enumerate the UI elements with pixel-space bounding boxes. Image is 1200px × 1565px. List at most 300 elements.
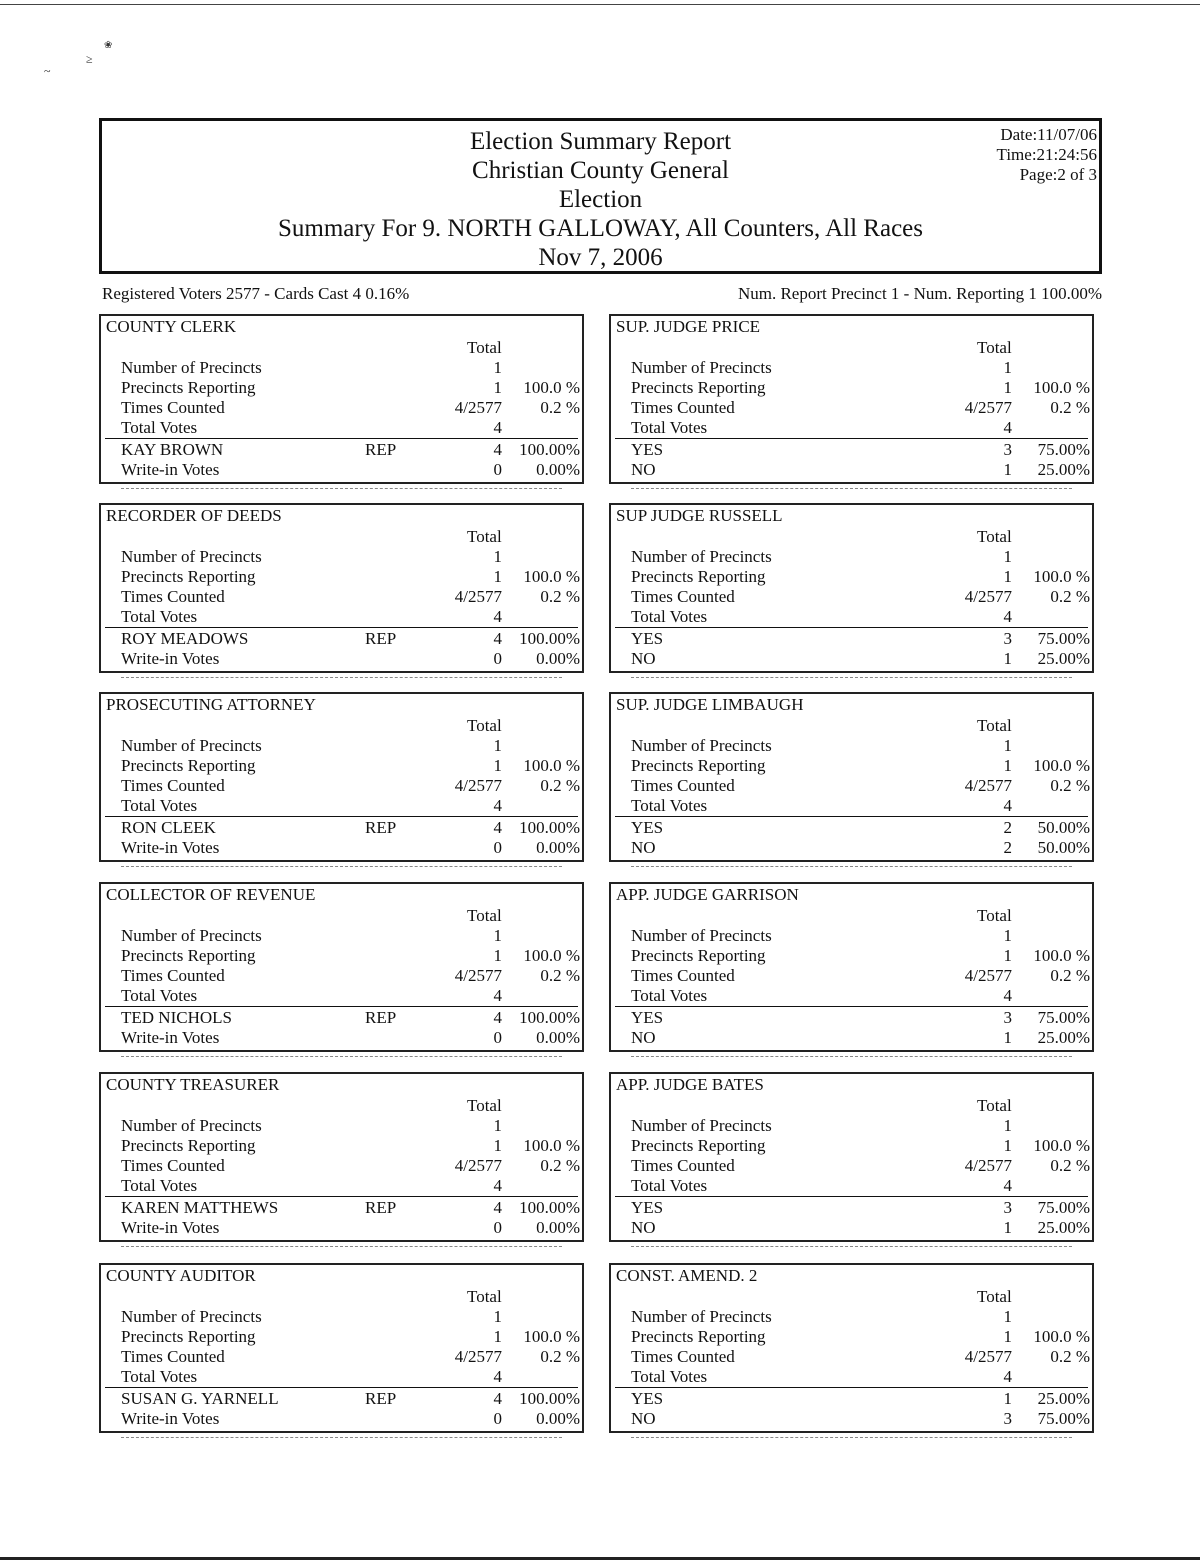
stat-label: Times Counted: [631, 1347, 735, 1366]
stat-label: Precincts Reporting: [631, 946, 766, 965]
choice-party: REP: [365, 440, 397, 459]
total-column-header: Total: [977, 906, 1012, 925]
stat-percent: 100.0 %: [523, 1136, 580, 1155]
choice-name: YES: [631, 818, 664, 837]
results-divider: [615, 1387, 1088, 1388]
choice-party: REP: [365, 1008, 397, 1027]
choice-votes: 4: [493, 629, 502, 648]
stat-label: Total Votes: [121, 1367, 198, 1386]
stat-row-number-of-precincts: [101, 547, 582, 567]
stat-percent: 100.0 %: [1033, 567, 1090, 586]
choice-percent: 0.00%: [536, 1218, 580, 1237]
choice-votes: 1: [1003, 460, 1012, 479]
stat-label: Times Counted: [121, 398, 225, 417]
stat-value: 4/2577: [964, 1156, 1012, 1175]
choice-percent: 100.00%: [519, 1008, 580, 1027]
stat-label: Precincts Reporting: [631, 567, 766, 586]
stat-label: Precincts Reporting: [121, 946, 256, 965]
report-meta: [997, 125, 1097, 185]
stat-label: Times Counted: [121, 1156, 225, 1175]
stat-row-precincts-reporting: [101, 756, 582, 776]
scan-shadow-line: [631, 1056, 1072, 1058]
total-column-header: Total: [977, 716, 1012, 735]
choice-percent: 75.00%: [1037, 1008, 1090, 1027]
report-date: Date:11/07/06: [1000, 125, 1097, 144]
scan-shadow-line: [121, 488, 562, 490]
stat-label: Times Counted: [631, 776, 735, 795]
precincts-reporting-line: Num. Report Precinct 1 - Num. Reporting 1 100.00%: [737, 284, 1102, 303]
stat-row-total-votes: [611, 1367, 1092, 1387]
stat-row-number-of-precincts: [611, 547, 1092, 567]
stat-row-total-votes: [101, 986, 582, 1006]
choice-row: [101, 440, 582, 460]
total-column-header: Total: [467, 1096, 502, 1115]
stat-value: 1: [493, 1307, 502, 1326]
stat-value: 1: [493, 926, 502, 945]
choice-name: YES: [631, 1198, 664, 1217]
stat-row-times-counted: [611, 398, 1092, 418]
scan-edge-bottom: [0, 1557, 1200, 1560]
choice-name: TED NICHOLS: [121, 1008, 232, 1027]
choice-row: [101, 838, 582, 858]
choice-name: Write-in Votes: [121, 1028, 220, 1047]
stat-row-total-votes: [101, 418, 582, 438]
choice-row: [611, 1409, 1092, 1429]
choice-votes: 3: [1003, 1008, 1012, 1027]
choice-row: [101, 1008, 582, 1028]
choice-name: SUSAN G. YARNELL: [121, 1389, 279, 1408]
choice-row: [611, 1198, 1092, 1218]
stat-label: Precincts Reporting: [631, 1136, 766, 1155]
race-title: CONST. AMEND. 2: [616, 1266, 758, 1285]
stat-row-number-of-precincts: [101, 736, 582, 756]
stat-percent: 0.2 %: [1050, 587, 1090, 606]
stat-row-times-counted: [101, 1156, 582, 1176]
stat-label: Number of Precincts: [631, 1307, 772, 1326]
choice-name: Write-in Votes: [121, 1409, 220, 1428]
total-column-header: Total: [467, 338, 502, 357]
choice-row: [101, 649, 582, 669]
choice-name: Write-in Votes: [121, 649, 220, 668]
scan-shadow-line: [631, 1246, 1072, 1248]
stat-label: Number of Precincts: [631, 736, 772, 755]
report-header: [99, 118, 1102, 274]
choice-party: REP: [365, 1198, 397, 1217]
choice-percent: 50.00%: [1037, 818, 1090, 837]
choice-votes: 0: [493, 1409, 502, 1428]
stat-value: 4/2577: [454, 966, 502, 985]
stat-percent: 0.2 %: [1050, 966, 1090, 985]
stat-value: 1: [493, 547, 502, 566]
stat-row-total-votes: [101, 1367, 582, 1387]
stat-row-total-votes: [611, 796, 1092, 816]
stat-label: Times Counted: [121, 966, 225, 985]
choice-votes: 3: [1003, 440, 1012, 459]
stat-row-total-votes: [611, 1176, 1092, 1196]
race-title: COUNTY CLERK: [106, 317, 237, 336]
stat-row-precincts-reporting: [101, 946, 582, 966]
stat-percent: 0.2 %: [540, 398, 580, 417]
choice-votes: 1: [1003, 1389, 1012, 1408]
choice-percent: 0.00%: [536, 1409, 580, 1428]
choice-row: [611, 838, 1092, 858]
stat-value: 4: [493, 986, 502, 1005]
choice-percent: 50.00%: [1037, 838, 1090, 857]
choice-votes: 0: [493, 649, 502, 668]
choice-name: NO: [631, 649, 656, 668]
report-election: Election: [558, 186, 643, 213]
stat-percent: 0.2 %: [540, 587, 580, 606]
race-title: SUP JUDGE RUSSELL: [616, 506, 783, 525]
stat-row-times-counted: [611, 966, 1092, 986]
stat-value: 1: [493, 946, 502, 965]
race-title: APP. JUDGE BATES: [616, 1075, 764, 1094]
stat-percent: 100.0 %: [523, 1327, 580, 1346]
results-divider: [615, 438, 1088, 439]
race-box: [609, 1263, 1094, 1433]
report-title-block: [102, 127, 1099, 272]
scan-shadow-line: [121, 1056, 562, 1058]
scan-shadow-line: [631, 677, 1072, 679]
stat-row-precincts-reporting: [611, 946, 1092, 966]
stat-label: Total Votes: [631, 796, 708, 815]
stat-row-number-of-precincts: [101, 926, 582, 946]
stat-percent: 0.2 %: [540, 1156, 580, 1175]
stat-label: Times Counted: [631, 398, 735, 417]
race-box: [99, 1263, 584, 1433]
stat-value: 4/2577: [964, 398, 1012, 417]
stat-value: 1: [493, 378, 502, 397]
choice-votes: 4: [493, 1198, 502, 1217]
stat-row-total-votes: [611, 418, 1092, 438]
stat-value: 4: [493, 1176, 502, 1195]
stat-label: Precincts Reporting: [121, 1327, 256, 1346]
choice-name: NO: [631, 460, 656, 479]
race-title: SUP. JUDGE LIMBAUGH: [616, 695, 804, 714]
stat-row-times-counted: [101, 966, 582, 986]
stat-row-times-counted: [101, 587, 582, 607]
race-box: [609, 692, 1094, 862]
choice-votes: 4: [493, 1389, 502, 1408]
stat-value: 1: [1003, 547, 1012, 566]
stat-row-times-counted: [101, 776, 582, 796]
choice-votes: 2: [1003, 818, 1012, 837]
scan-shadow-line: [631, 488, 1072, 490]
stat-value: 1: [493, 1116, 502, 1135]
stat-label: Total Votes: [121, 796, 198, 815]
choice-percent: 100.00%: [519, 818, 580, 837]
stat-row-total-votes: [611, 607, 1092, 627]
choice-party: REP: [365, 629, 397, 648]
results-divider: [615, 627, 1088, 628]
stat-label: Precincts Reporting: [121, 1136, 256, 1155]
total-column-header: Total: [977, 527, 1012, 546]
choice-party: REP: [365, 1389, 397, 1408]
choice-percent: 75.00%: [1037, 1198, 1090, 1217]
stat-label: Total Votes: [631, 986, 708, 1005]
stat-percent: 100.0 %: [523, 567, 580, 586]
stat-label: Number of Precincts: [121, 547, 262, 566]
stat-row-precincts-reporting: [101, 1136, 582, 1156]
race-box: [609, 503, 1094, 673]
choice-votes: 0: [493, 1218, 502, 1237]
choice-percent: 100.00%: [519, 1198, 580, 1217]
stat-row-times-counted: [611, 776, 1092, 796]
choice-votes: 0: [493, 460, 502, 479]
stat-value: 1: [1003, 736, 1012, 755]
choice-percent: 75.00%: [1037, 1409, 1090, 1428]
race-title: COUNTY TREASURER: [106, 1075, 280, 1094]
choice-votes: 4: [493, 1008, 502, 1027]
stat-row-number-of-precincts: [611, 358, 1092, 378]
stat-label: Number of Precincts: [121, 1307, 262, 1326]
choice-percent: 25.00%: [1037, 1218, 1090, 1237]
choice-name: Write-in Votes: [121, 1218, 220, 1237]
stat-percent: 100.0 %: [1033, 378, 1090, 397]
stat-percent: 100.0 %: [1033, 946, 1090, 965]
race-box: [99, 882, 584, 1052]
stat-label: Times Counted: [631, 587, 735, 606]
stat-percent: 100.0 %: [523, 378, 580, 397]
choice-votes: 2: [1003, 838, 1012, 857]
stat-value: 4/2577: [964, 776, 1012, 795]
stat-value: 4: [493, 1367, 502, 1386]
choice-name: RON CLEEK: [121, 818, 216, 837]
choice-votes: 3: [1003, 1409, 1012, 1428]
stat-row-total-votes: [101, 796, 582, 816]
race-title: SUP. JUDGE PRICE: [616, 317, 761, 336]
results-divider: [615, 1006, 1088, 1007]
results-divider: [105, 1196, 578, 1197]
stat-label: Total Votes: [121, 1176, 198, 1195]
stat-value: 4: [1003, 1367, 1012, 1386]
stat-label: Times Counted: [121, 1347, 225, 1366]
stat-label: Total Votes: [631, 1176, 708, 1195]
stat-row-number-of-precincts: [101, 1307, 582, 1327]
stat-percent: 0.2 %: [1050, 398, 1090, 417]
choice-name: YES: [631, 1389, 664, 1408]
race-box: [609, 314, 1094, 484]
stat-value: 1: [493, 1136, 502, 1155]
stat-percent: 100.0 %: [1033, 756, 1090, 775]
stat-row-precincts-reporting: [101, 1327, 582, 1347]
choice-row: [101, 818, 582, 838]
stat-percent: 0.2 %: [540, 966, 580, 985]
choice-name: NO: [631, 1218, 656, 1237]
choice-percent: 75.00%: [1037, 440, 1090, 459]
stat-value: 1: [1003, 926, 1012, 945]
choice-percent: 100.00%: [519, 1389, 580, 1408]
scan-shadow-line: [121, 1437, 562, 1439]
race-box: [609, 882, 1094, 1052]
choice-row: [611, 818, 1092, 838]
race-box: [609, 1072, 1094, 1242]
stat-row-precincts-reporting: [611, 378, 1092, 398]
choice-votes: 4: [493, 440, 502, 459]
choice-row: [101, 1198, 582, 1218]
choice-party: REP: [365, 818, 397, 837]
stat-row-precincts-reporting: [611, 567, 1092, 587]
stat-value: 1: [493, 756, 502, 775]
stat-percent: 0.2 %: [540, 776, 580, 795]
stat-value: 4/2577: [454, 776, 502, 795]
stat-percent: 0.2 %: [1050, 1156, 1090, 1175]
stat-value: 4/2577: [964, 1347, 1012, 1366]
choice-name: ROY MEADOWS: [121, 629, 249, 648]
stat-label: Times Counted: [121, 587, 225, 606]
stat-percent: 0.2 %: [540, 1347, 580, 1366]
stat-label: Number of Precincts: [121, 358, 262, 377]
stat-value: 1: [1003, 1136, 1012, 1155]
stat-row-times-counted: [101, 1347, 582, 1367]
stat-label: Number of Precincts: [121, 926, 262, 945]
report-date-line: Nov 7, 2006: [538, 244, 663, 271]
stat-value: 1: [1003, 567, 1012, 586]
choice-percent: 0.00%: [536, 649, 580, 668]
stat-value: 1: [1003, 358, 1012, 377]
stat-row-total-votes: [101, 607, 582, 627]
choice-row: [101, 1409, 582, 1429]
total-column-header: Total: [467, 716, 502, 735]
stat-label: Precincts Reporting: [121, 567, 256, 586]
stat-label: Precincts Reporting: [631, 1327, 766, 1346]
stat-value: 1: [1003, 378, 1012, 397]
stat-value: 4/2577: [454, 1156, 502, 1175]
report-county: Christian County General: [472, 157, 729, 184]
choice-row: [101, 629, 582, 649]
stat-row-number-of-precincts: [611, 926, 1092, 946]
stat-value: 4: [493, 607, 502, 626]
scan-speck-mark: ≥: [86, 52, 93, 66]
scan-shadow-line: [631, 866, 1072, 868]
choice-row: [101, 1218, 582, 1238]
race-title: COUNTY AUDITOR: [106, 1266, 256, 1285]
choice-votes: 3: [1003, 629, 1012, 648]
choice-name: NO: [631, 838, 656, 857]
stat-value: 4/2577: [454, 1347, 502, 1366]
stat-value: 4: [1003, 796, 1012, 815]
race-box: [99, 1072, 584, 1242]
choice-percent: 25.00%: [1037, 649, 1090, 668]
stat-label: Total Votes: [631, 418, 708, 437]
results-divider: [105, 1006, 578, 1007]
scan-shadow-line: [121, 677, 562, 679]
choice-percent: 0.00%: [536, 460, 580, 479]
stat-label: Number of Precincts: [121, 1116, 262, 1135]
choice-name: KAREN MATTHEWS: [121, 1198, 279, 1217]
stat-label: Total Votes: [121, 986, 198, 1005]
choice-percent: 0.00%: [536, 838, 580, 857]
results-divider: [105, 438, 578, 439]
stat-row-precincts-reporting: [101, 567, 582, 587]
choice-row: [611, 1218, 1092, 1238]
choice-percent: 100.00%: [519, 629, 580, 648]
choice-row: [611, 460, 1092, 480]
choice-name: YES: [631, 1008, 664, 1027]
choice-name: NO: [631, 1409, 656, 1428]
choice-name: NO: [631, 1028, 656, 1047]
stat-value: 1: [1003, 1327, 1012, 1346]
choice-row: [611, 1008, 1092, 1028]
stat-value: 1: [1003, 946, 1012, 965]
stat-label: Number of Precincts: [631, 547, 772, 566]
results-divider: [105, 816, 578, 817]
stat-row-number-of-precincts: [101, 1116, 582, 1136]
stat-label: Number of Precincts: [631, 358, 772, 377]
choice-votes: 1: [1003, 1028, 1012, 1047]
stat-label: Precincts Reporting: [631, 378, 766, 397]
stat-value: 4/2577: [964, 587, 1012, 606]
stat-label: Total Votes: [121, 607, 198, 626]
stat-label: Precincts Reporting: [631, 756, 766, 775]
stat-value: 1: [493, 567, 502, 586]
stat-value: 1: [1003, 756, 1012, 775]
choice-votes: 0: [493, 1028, 502, 1047]
race-title: COLLECTOR OF REVENUE: [106, 885, 316, 904]
choice-row: [611, 649, 1092, 669]
stat-row-total-votes: [101, 1176, 582, 1196]
stat-percent: 0.2 %: [1050, 1347, 1090, 1366]
report-summary-for: Summary For 9. NORTH GALLOWAY, All Counters, All Races: [277, 215, 924, 242]
race-title: RECORDER OF DEEDS: [106, 506, 282, 525]
stat-row-precincts-reporting: [611, 756, 1092, 776]
report-time: Time:21:24:56: [996, 145, 1097, 164]
choice-percent: 25.00%: [1037, 460, 1090, 479]
scan-speck-mark: ~: [44, 64, 51, 78]
results-divider: [615, 816, 1088, 817]
total-column-header: Total: [977, 338, 1012, 357]
choice-name: YES: [631, 440, 664, 459]
choice-votes: 1: [1003, 649, 1012, 668]
stat-row-precincts-reporting: [101, 378, 582, 398]
total-column-header: Total: [977, 1096, 1012, 1115]
choice-row: [611, 1028, 1092, 1048]
choice-row: [101, 1389, 582, 1409]
stat-value: 4/2577: [454, 587, 502, 606]
choice-name: Write-in Votes: [121, 838, 220, 857]
total-column-header: Total: [467, 1287, 502, 1306]
stat-value: 4: [1003, 607, 1012, 626]
total-column-header: Total: [467, 906, 502, 925]
stat-value: 1: [1003, 1307, 1012, 1326]
stat-label: Precincts Reporting: [121, 756, 256, 775]
scan-speck-mark: ❀: [104, 40, 113, 51]
stat-value: 1: [493, 1327, 502, 1346]
stat-row-number-of-precincts: [611, 736, 1092, 756]
registered-voters-line: Registered Voters 2577 - Cards Cast 4 0.16%: [102, 284, 410, 303]
stat-label: Total Votes: [121, 418, 198, 437]
stat-percent: 100.0 %: [1033, 1136, 1090, 1155]
choice-name: YES: [631, 629, 664, 648]
stat-value: 4/2577: [454, 398, 502, 417]
stat-value: 4: [493, 796, 502, 815]
stat-percent: 100.0 %: [523, 756, 580, 775]
choice-row: [101, 1028, 582, 1048]
choice-votes: 3: [1003, 1198, 1012, 1217]
choice-row: [611, 629, 1092, 649]
total-column-header: Total: [977, 1287, 1012, 1306]
stat-row-times-counted: [611, 587, 1092, 607]
choice-percent: 25.00%: [1037, 1389, 1090, 1408]
choice-votes: 4: [493, 818, 502, 837]
choice-row: [101, 460, 582, 480]
scan-shadow-line: [121, 866, 562, 868]
stat-percent: 0.2 %: [1050, 776, 1090, 795]
stat-row-total-votes: [611, 986, 1092, 1006]
stat-value: 4: [1003, 986, 1012, 1005]
stat-label: Total Votes: [631, 1367, 708, 1386]
stat-label: Times Counted: [631, 1156, 735, 1175]
